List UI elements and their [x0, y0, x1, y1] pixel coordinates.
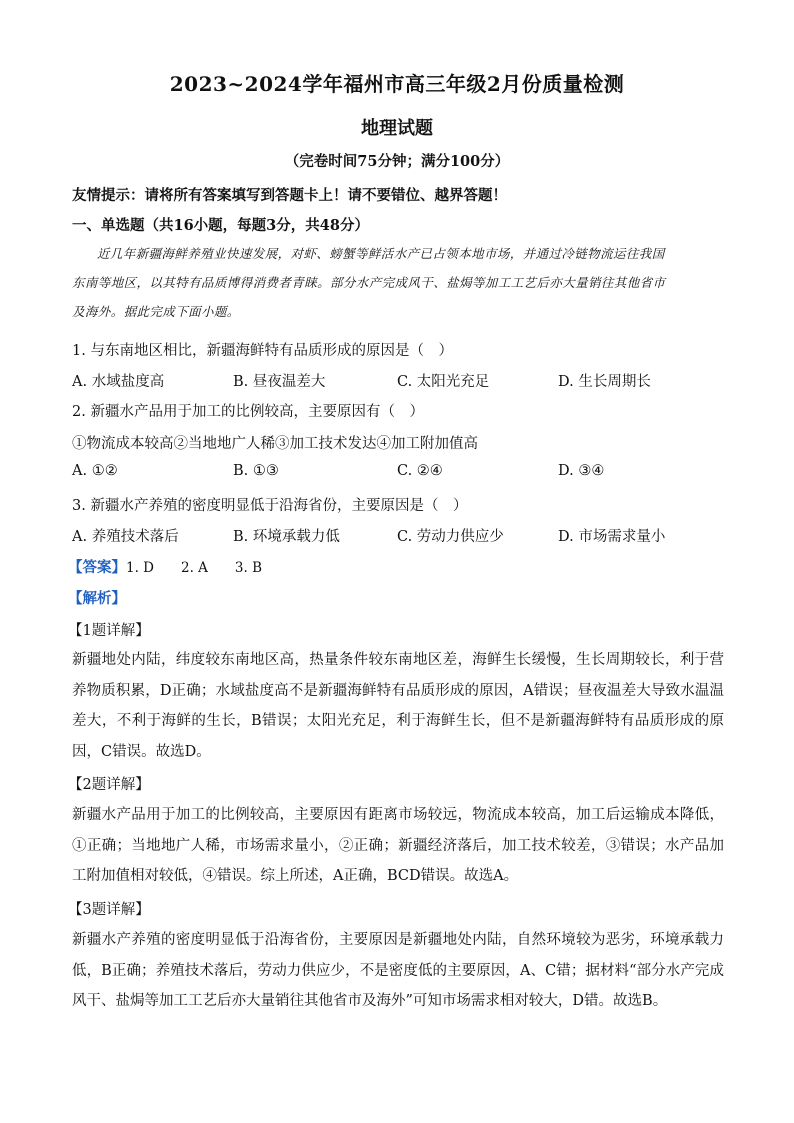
answer-text: 1. D 2. A 3. B	[126, 560, 263, 576]
q3-option-a: A. 养殖技术落后	[72, 529, 179, 545]
question-3-stem: 3. 新疆水产养殖的密度明显低于沿海省份，主要原因是（ ）	[72, 498, 468, 514]
question-1-stem: 1. 与东南地区相比，新疆海鲜特有品质形成的原因是（ ）	[72, 343, 453, 359]
detail-1-label: 【1题详解】	[68, 623, 150, 639]
exam-title: 2023~2024学年福州市高三年级2月份质量检测	[169, 72, 625, 96]
q2-option-c: C. ②④	[397, 463, 443, 479]
question-2-stem: 2. 新疆水产品用于加工的比例较高，主要原因有（ ）	[72, 404, 424, 420]
q1-option-c: C. 太阳光充足	[397, 374, 490, 390]
material-line: 东南等地区，以其特有品质博得消费者青睐。部分水产完成风干、盐焗等加工工艺后亦大量销往其他省市	[72, 275, 666, 290]
q3-option-c: C. 劳动力供应少	[397, 529, 504, 545]
q2-option-d: D. ③④	[558, 463, 605, 479]
q2-option-a: A. ①②	[72, 463, 118, 479]
answer-line	[68, 556, 728, 577]
material-line: 近几年新疆海鲜养殖业快速发展，对虾、螃蟹等鲜活水产已占领本地市场，并通过冷链物流运往我国	[97, 246, 665, 261]
q1-option-b: B. 昼夜温差大	[233, 374, 326, 390]
section-title: 一、单选题（共16小题，每题3分，共48分）	[72, 217, 369, 234]
detail-3-text: 新疆水产养殖的密度明显低于沿海省份，主要原因是新疆地处内陆，自然环境较为恶劣，环境承载力低，B正确；养殖技术落后，劳动力供应少，不是密度低的主要原因，A、C错；据材料“部分水产完成风干、盐焗等加工工艺后亦大量销往其他省市及海外”可知市场需求相对较大，D错。故选B。	[72, 932, 724, 1009]
q3-option-b: B. 环境承载力低	[233, 529, 340, 545]
material-passage	[72, 239, 728, 326]
q3-option-d: D. 市场需求量小	[558, 529, 666, 545]
q2-option-b: B. ①③	[233, 463, 279, 479]
subject-title: 地理试题	[361, 118, 433, 139]
question-2-choices: ①物流成本较高②当地地广人稀③加工技术发达④加工附加值高	[72, 436, 478, 452]
analysis-label: 【解析】	[68, 590, 126, 607]
detail-2-text: 新疆水产品用于加工的比例较高，主要原因有距离市场较远，物流成本较高，加工后运输成本降低，①正确；当地地广人稀，市场需求量小，②正确；新疆经济落后，加工技术较差，③错误；水产品加工附加值相对较低，④错误。综上所述，A正确，BCD错误。故选A。	[72, 807, 724, 884]
detail-3-label: 【3题详解】	[68, 902, 150, 918]
exam-info: （完卷时间75分钟；满分100分）	[284, 153, 510, 170]
q1-option-a: A. 水域盐度高	[72, 374, 165, 390]
detail-1-text: 新疆地处内陆，纬度较东南地区高，热量条件较东南地区差，海鲜生长缓慢，生长周期较长，利于营养物质积累，D正确；水域盐度高不是新疆海鲜特有品质形成的原因，A错误；昼夜温差大导致水温温差大，不利于海鲜的生长，B错误；太阳光充足，利于海鲜生长，但不是新疆海鲜特有品质形成的原因，C错误。故选D。	[72, 652, 724, 760]
detail-2-label: 【2题详解】	[68, 777, 150, 793]
material-line: 及海外。据此完成下面小题。	[72, 304, 240, 319]
q1-option-d: D. 生长周期长	[558, 374, 651, 390]
friendly-reminder: 友情提示：请将所有答案填写到答题卡上！请不要错位、越界答题！	[72, 187, 507, 204]
answer-label: 【答案】	[68, 559, 126, 576]
